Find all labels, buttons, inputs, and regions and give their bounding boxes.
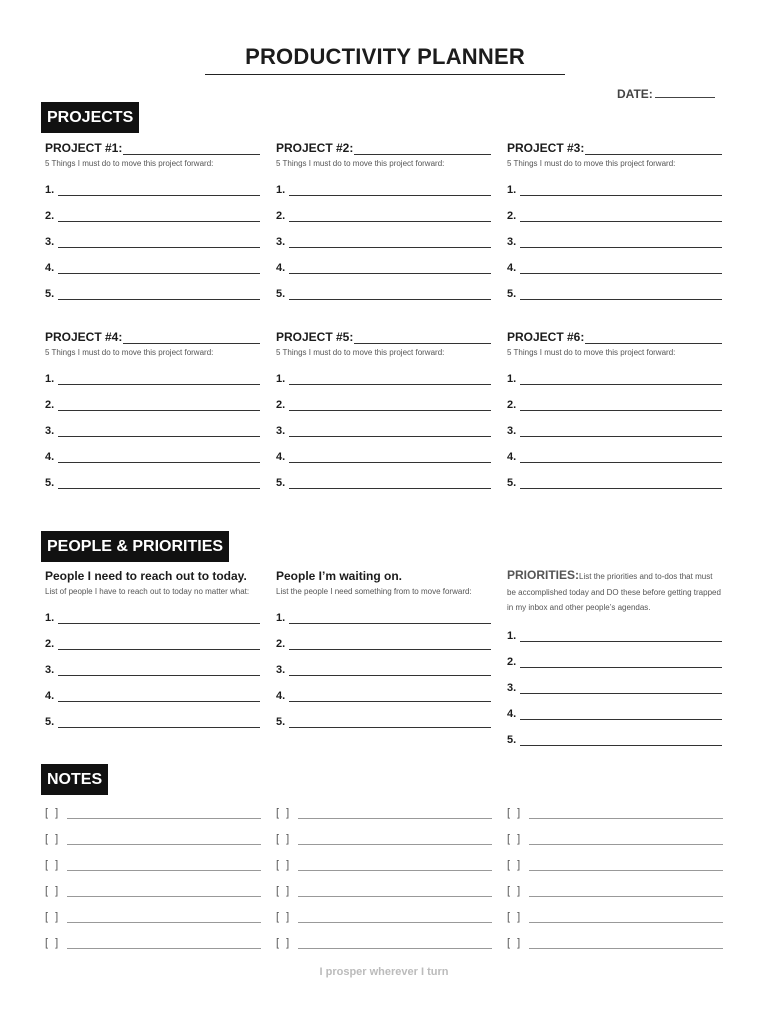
project-lines — [507, 359, 722, 489]
line-item[interactable] — [276, 274, 491, 300]
line-item[interactable] — [276, 437, 491, 463]
project-title-field[interactable] — [45, 330, 260, 344]
line-number: 5. — [507, 733, 517, 746]
notes-column-1 — [45, 793, 261, 949]
line-item[interactable] — [507, 248, 722, 274]
section-header-people-priorities: PEOPLE & PRIORITIES — [41, 531, 229, 562]
project-label: PROJECT #3: — [507, 141, 585, 155]
write-line[interactable] — [520, 290, 722, 300]
line-number: 5. — [45, 288, 55, 300]
project-lines — [507, 170, 722, 300]
line-item[interactable] — [507, 170, 722, 196]
write-line[interactable] — [58, 640, 260, 650]
write-line[interactable] — [289, 290, 491, 300]
line-number: 4. — [507, 262, 517, 274]
write-line[interactable] — [520, 186, 722, 196]
line-number: 5. — [45, 477, 55, 489]
people-reach-out-column — [45, 569, 260, 728]
priorities-text: List the priorities and to-dos that must be accomplished today and DO these before getting trapped in my inbox and other people’s agendas. — [507, 572, 721, 612]
note-item[interactable] — [276, 923, 492, 949]
project-label: PROJECT #5: — [276, 330, 354, 344]
line-number: 1. — [507, 373, 517, 385]
project-label: PROJECT #2: — [276, 141, 354, 155]
project-name-line[interactable] — [585, 334, 722, 344]
line-number: 4. — [507, 707, 517, 720]
line-number: 5. — [45, 716, 55, 728]
note-line[interactable] — [67, 863, 261, 871]
note-checkbox[interactable]: [ ] — [45, 911, 61, 923]
project-subtitle: 5 Things I must do to move this project forward: — [507, 159, 676, 168]
line-item[interactable] — [276, 650, 491, 676]
write-line[interactable] — [520, 479, 722, 489]
line-item[interactable] — [276, 196, 491, 222]
write-line[interactable] — [520, 264, 722, 274]
note-line[interactable] — [67, 837, 261, 845]
line-number: 1. — [276, 373, 286, 385]
line-item[interactable] — [507, 274, 722, 300]
project-subtitle: 5 Things I must do to move this project forward: — [45, 159, 214, 168]
write-line[interactable] — [520, 453, 722, 463]
line-item[interactable] — [45, 437, 260, 463]
line-number: 4. — [507, 451, 517, 463]
note-item[interactable] — [507, 845, 723, 871]
write-line[interactable] — [58, 692, 260, 702]
priorities-column — [507, 568, 722, 746]
line-item[interactable] — [507, 463, 722, 489]
line-number: 4. — [276, 451, 286, 463]
line-item[interactable] — [507, 642, 722, 668]
line-number: 3. — [507, 236, 517, 248]
write-line[interactable] — [58, 718, 260, 728]
write-line[interactable] — [289, 212, 491, 222]
note-line[interactable] — [298, 941, 492, 949]
line-item[interactable] — [276, 170, 491, 196]
reach-out-lines — [45, 598, 260, 728]
line-item[interactable] — [507, 196, 722, 222]
line-item[interactable] — [45, 702, 260, 728]
line-item[interactable] — [276, 463, 491, 489]
footer-tagline: I prosper wherever I turn — [319, 966, 449, 978]
line-number: 2. — [45, 399, 55, 411]
note-line[interactable] — [529, 915, 723, 923]
line-item[interactable] — [507, 616, 722, 642]
write-line[interactable] — [520, 632, 722, 642]
write-line[interactable] — [289, 375, 491, 385]
note-checkbox[interactable]: [ ] — [45, 807, 61, 819]
line-item[interactable] — [507, 411, 722, 437]
people-reach-out-subtitle: List of people I have to reach out to today no matter what: — [45, 587, 250, 596]
write-line[interactable] — [520, 658, 722, 668]
line-item[interactable] — [276, 248, 491, 274]
note-line[interactable] — [529, 863, 723, 871]
project-title-field[interactable] — [276, 330, 491, 344]
line-item[interactable] — [276, 411, 491, 437]
section-header-projects: PROJECTS — [41, 102, 139, 133]
note-line[interactable] — [67, 915, 261, 923]
line-number: 1. — [507, 184, 517, 196]
write-line[interactable] — [58, 401, 260, 411]
project-subtitle: 5 Things I must do to move this project forward: — [507, 348, 676, 357]
note-checkbox[interactable]: [ ] — [45, 833, 61, 845]
people-waiting-title: People I’m waiting on. — [276, 569, 403, 583]
project-label: PROJECT #1: — [45, 141, 123, 155]
note-item[interactable] — [45, 871, 261, 897]
note-checkbox[interactable]: [ ] — [276, 911, 292, 923]
note-item[interactable] — [45, 845, 261, 871]
note-checkbox[interactable]: [ ] — [507, 807, 523, 819]
write-line[interactable] — [289, 186, 491, 196]
project-title-field[interactable] — [276, 141, 491, 155]
project-name-line[interactable] — [354, 334, 491, 344]
project-block-1 — [45, 141, 260, 300]
write-line[interactable] — [289, 427, 491, 437]
line-number: 4. — [45, 451, 55, 463]
line-number: 4. — [276, 690, 286, 702]
project-block-2 — [276, 141, 491, 300]
project-lines — [276, 359, 491, 489]
line-number: 2. — [507, 399, 517, 411]
date-label: DATE: — [617, 87, 653, 101]
project-label: PROJECT #6: — [507, 330, 585, 344]
write-line[interactable] — [58, 238, 260, 248]
write-line[interactable] — [289, 640, 491, 650]
line-item[interactable] — [45, 385, 260, 411]
write-line[interactable] — [520, 212, 722, 222]
project-label: PROJECT #4: — [45, 330, 123, 344]
line-item[interactable] — [276, 359, 491, 385]
note-checkbox[interactable]: [ ] — [507, 885, 523, 897]
people-waiting-column — [276, 569, 491, 728]
date-field[interactable] — [617, 87, 715, 101]
write-line[interactable] — [289, 264, 491, 274]
note-item[interactable] — [507, 793, 723, 819]
priorities-lines — [507, 616, 722, 746]
line-number: 1. — [45, 184, 55, 196]
note-line[interactable] — [529, 811, 723, 819]
line-item[interactable] — [45, 222, 260, 248]
write-line[interactable] — [289, 718, 491, 728]
note-item[interactable] — [276, 819, 492, 845]
write-line[interactable] — [58, 427, 260, 437]
note-line[interactable] — [298, 837, 492, 845]
note-item[interactable] — [507, 871, 723, 897]
write-line[interactable] — [520, 684, 722, 694]
note-item[interactable] — [45, 923, 261, 949]
line-item[interactable] — [45, 598, 260, 624]
write-line[interactable] — [289, 614, 491, 624]
project-block-5 — [276, 330, 491, 489]
line-number: 5. — [276, 716, 286, 728]
note-line[interactable] — [529, 889, 723, 897]
note-item[interactable] — [507, 819, 723, 845]
project-subtitle: 5 Things I must do to move this project forward: — [45, 348, 214, 357]
note-checkbox[interactable]: [ ] — [507, 833, 523, 845]
project-lines — [45, 359, 260, 489]
note-item[interactable] — [45, 793, 261, 819]
project-name-line[interactable] — [354, 145, 491, 155]
note-line[interactable] — [298, 915, 492, 923]
notes-column-3 — [507, 793, 723, 949]
project-lines — [276, 170, 491, 300]
line-number: 3. — [276, 664, 286, 676]
line-number: 4. — [45, 262, 55, 274]
line-number: 4. — [45, 690, 55, 702]
project-title-field[interactable] — [507, 141, 722, 155]
line-number: 5. — [276, 477, 286, 489]
write-line[interactable] — [520, 375, 722, 385]
line-item[interactable] — [45, 170, 260, 196]
line-number: 2. — [507, 210, 517, 222]
write-line[interactable] — [58, 290, 260, 300]
note-item[interactable] — [276, 793, 492, 819]
note-line[interactable] — [67, 941, 261, 949]
note-checkbox[interactable]: [ ] — [276, 833, 292, 845]
line-number: 2. — [276, 638, 286, 650]
note-item[interactable] — [45, 897, 261, 923]
write-line[interactable] — [58, 453, 260, 463]
write-line[interactable] — [289, 453, 491, 463]
note-line[interactable] — [298, 811, 492, 819]
line-number: 1. — [276, 184, 286, 196]
write-line[interactable] — [58, 479, 260, 489]
date-line — [655, 87, 715, 98]
line-item[interactable] — [507, 668, 722, 694]
line-item[interactable] — [45, 274, 260, 300]
line-number: 5. — [507, 477, 517, 489]
line-item[interactable] — [276, 222, 491, 248]
write-line[interactable] — [58, 666, 260, 676]
write-line[interactable] — [58, 212, 260, 222]
line-item[interactable] — [276, 624, 491, 650]
line-item[interactable] — [507, 694, 722, 720]
note-line[interactable] — [67, 811, 261, 819]
line-number: 3. — [45, 664, 55, 676]
line-number: 3. — [45, 236, 55, 248]
project-name-line[interactable] — [123, 334, 260, 344]
note-line[interactable] — [67, 889, 261, 897]
line-item[interactable] — [276, 702, 491, 728]
section-header-notes: NOTES — [41, 764, 108, 795]
project-title-field[interactable] — [507, 330, 722, 344]
write-line[interactable] — [289, 401, 491, 411]
project-title-field[interactable] — [45, 141, 260, 155]
line-number: 3. — [276, 236, 286, 248]
line-item[interactable] — [45, 463, 260, 489]
write-line[interactable] — [520, 427, 722, 437]
line-item[interactable] — [45, 676, 260, 702]
note-checkbox[interactable]: [ ] — [45, 937, 61, 949]
priorities-title: PRIORITIES: — [507, 568, 580, 582]
line-number: 5. — [507, 288, 517, 300]
line-number: 1. — [45, 373, 55, 385]
write-line[interactable] — [289, 238, 491, 248]
project-subtitle: 5 Things I must do to move this project forward: — [276, 159, 445, 168]
line-number: 5. — [276, 288, 286, 300]
note-line[interactable] — [529, 941, 723, 949]
line-item[interactable] — [45, 359, 260, 385]
page-title: PRODUCTIVITY PLANNER — [205, 44, 565, 75]
line-number: 2. — [45, 638, 55, 650]
priorities-description — [507, 568, 722, 616]
line-number: 3. — [507, 681, 517, 694]
note-checkbox[interactable]: [ ] — [276, 885, 292, 897]
line-item[interactable] — [507, 359, 722, 385]
project-lines — [45, 170, 260, 300]
write-line[interactable] — [58, 614, 260, 624]
people-reach-out-title: People I need to reach out to today. — [45, 569, 247, 583]
note-item[interactable] — [276, 871, 492, 897]
people-waiting-subtitle: List the people I need something from to move forward: — [276, 587, 472, 596]
write-line[interactable] — [58, 186, 260, 196]
line-number: 1. — [276, 612, 286, 624]
note-checkbox[interactable]: [ ] — [507, 859, 523, 871]
waiting-lines — [276, 598, 491, 728]
line-item[interactable] — [45, 411, 260, 437]
note-item[interactable] — [507, 923, 723, 949]
line-item[interactable] — [45, 248, 260, 274]
note-line[interactable] — [529, 837, 723, 845]
note-item[interactable] — [276, 845, 492, 871]
line-item[interactable] — [276, 676, 491, 702]
note-checkbox[interactable]: [ ] — [45, 885, 61, 897]
project-block-6 — [507, 330, 722, 489]
write-line[interactable] — [520, 401, 722, 411]
line-item[interactable] — [45, 650, 260, 676]
project-block-3 — [507, 141, 722, 300]
notes-column-2 — [276, 793, 492, 949]
line-number: 2. — [276, 399, 286, 411]
line-number: 1. — [45, 612, 55, 624]
project-name-line[interactable] — [585, 145, 722, 155]
write-line[interactable] — [289, 692, 491, 702]
line-item[interactable] — [507, 720, 722, 746]
write-line[interactable] — [520, 238, 722, 248]
line-number: 4. — [276, 262, 286, 274]
write-line[interactable] — [520, 736, 722, 746]
line-number: 2. — [507, 655, 517, 668]
write-line[interactable] — [289, 479, 491, 489]
note-line[interactable] — [298, 889, 492, 897]
line-number: 1. — [507, 629, 517, 642]
line-item[interactable] — [276, 385, 491, 411]
note-checkbox[interactable]: [ ] — [45, 859, 61, 871]
note-checkbox[interactable]: [ ] — [507, 937, 523, 949]
write-line[interactable] — [289, 666, 491, 676]
write-line[interactable] — [58, 264, 260, 274]
line-item[interactable] — [276, 598, 491, 624]
note-line[interactable] — [298, 863, 492, 871]
project-block-4 — [45, 330, 260, 489]
line-item[interactable] — [45, 624, 260, 650]
note-checkbox[interactable]: [ ] — [276, 859, 292, 871]
line-number: 3. — [276, 425, 286, 437]
write-line[interactable] — [58, 375, 260, 385]
note-checkbox[interactable]: [ ] — [507, 911, 523, 923]
note-checkbox[interactable]: [ ] — [276, 807, 292, 819]
note-item[interactable] — [45, 819, 261, 845]
note-item[interactable] — [507, 897, 723, 923]
line-item[interactable] — [507, 385, 722, 411]
line-number: 3. — [507, 425, 517, 437]
line-item[interactable] — [45, 196, 260, 222]
line-number: 2. — [45, 210, 55, 222]
line-number: 2. — [276, 210, 286, 222]
line-number: 3. — [45, 425, 55, 437]
line-item[interactable] — [507, 222, 722, 248]
project-subtitle: 5 Things I must do to move this project forward: — [276, 348, 445, 357]
line-item[interactable] — [507, 437, 722, 463]
write-line[interactable] — [520, 710, 722, 720]
note-checkbox[interactable]: [ ] — [276, 937, 292, 949]
project-name-line[interactable] — [123, 145, 260, 155]
note-item[interactable] — [276, 897, 492, 923]
